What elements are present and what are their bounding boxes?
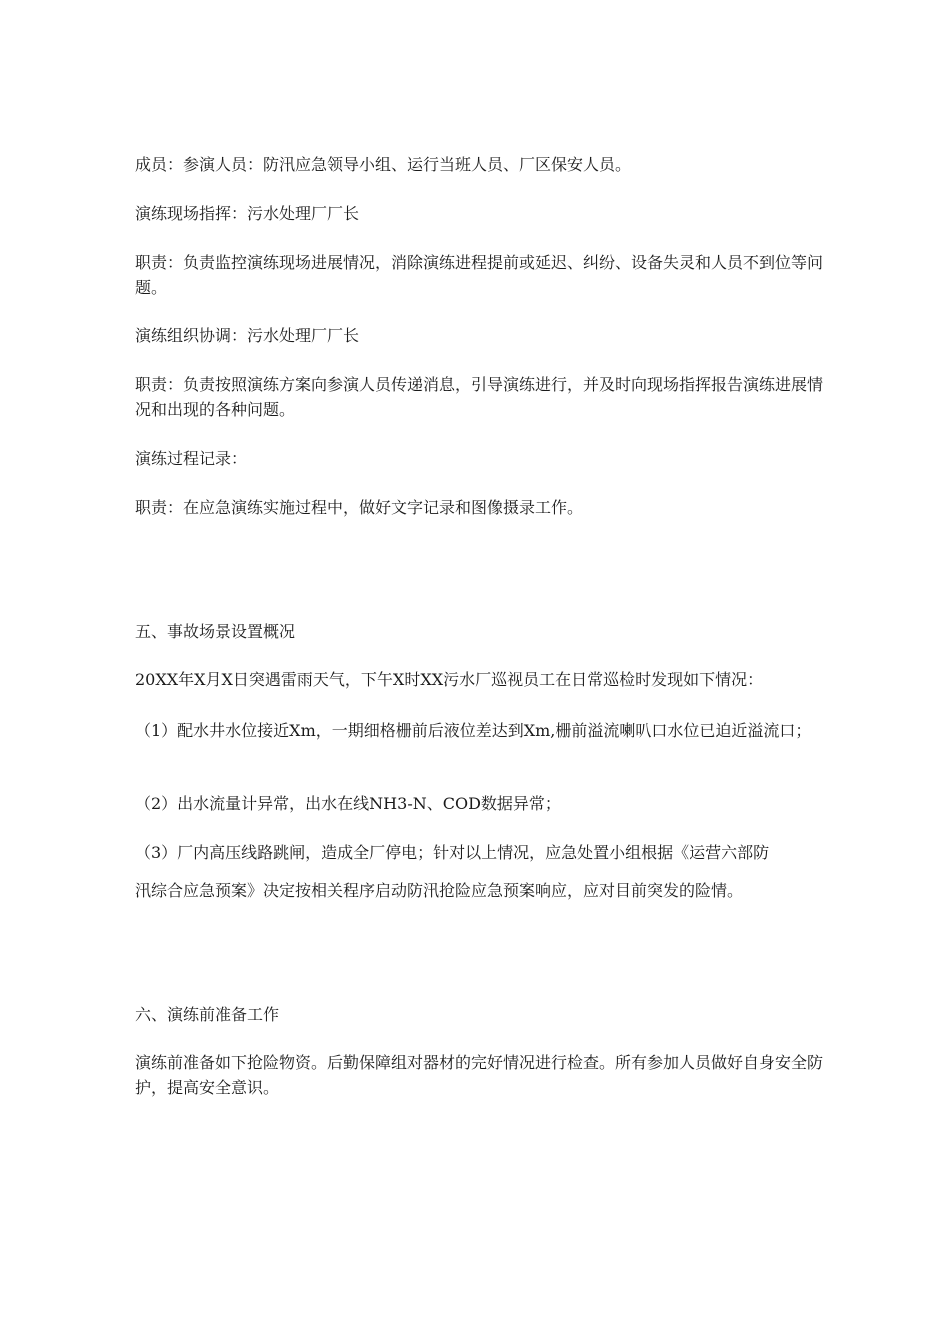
section6-heading: 六、演练前准备工作 bbox=[135, 1005, 280, 1024]
section5-item-3-line1: （3）厂内高压线路跳闸，造成全厂停电；针对以上情况，应急处置小组根据《运营六部防 bbox=[135, 843, 770, 862]
section5-heading: 五、事故场景设置概况 bbox=[135, 622, 296, 641]
recorder-paragraph: 演练过程记录： bbox=[135, 449, 248, 468]
site-commander-paragraph: 演练现场指挥：污水处理厂厂长 bbox=[135, 204, 360, 223]
section6-body: 演练前准备如下抢险物资。后勤保障组对器材的完好情况进行检查。所有参加人员做好自身安全防护，提高安全意识。 bbox=[135, 1053, 824, 1097]
coordinator-paragraph: 演练组织协调：污水处理厂厂长 bbox=[135, 326, 360, 345]
section5-item-3-line2: 汛综合应急预案》决定按相关程序启动防汛抢险应急预案响应，应对目前突发的险情。 bbox=[135, 881, 744, 900]
section5-item-2: （2）出水流量计异常，出水在线NH3-N、COD数据异常； bbox=[135, 794, 561, 813]
section5-item-1: （1）配水井水位接近Xm，一期细格栅前后液位差达到Xm,栅前溢流喇叭口水位已迫近溢流口； bbox=[135, 721, 812, 740]
section5-item-3 bbox=[135, 840, 825, 903]
recorder-duty-paragraph: 职责：在应急演练实施过程中，做好文字记录和图像摄录工作。 bbox=[135, 498, 584, 517]
section5-intro: 20XX年X月X日突遇雷雨天气，下午X时XX污水厂巡视员工在日常巡检时发现如下情况： bbox=[135, 670, 764, 689]
coordinator-duty-paragraph: 职责：负责按照演练方案向参演人员传递消息，引导演练进行，并及时向现场指挥报告演练进展情况和出现的各种问题。 bbox=[135, 375, 824, 419]
site-commander-duty-paragraph: 职责：负责监控演练现场进展情况，消除演练进程提前或延迟、纠纷、设备失灵和人员不到位等问题。 bbox=[135, 253, 824, 297]
members-paragraph: 成员：参演人员：防汛应急领导小组、运行当班人员、厂区保安人员。 bbox=[135, 155, 632, 174]
